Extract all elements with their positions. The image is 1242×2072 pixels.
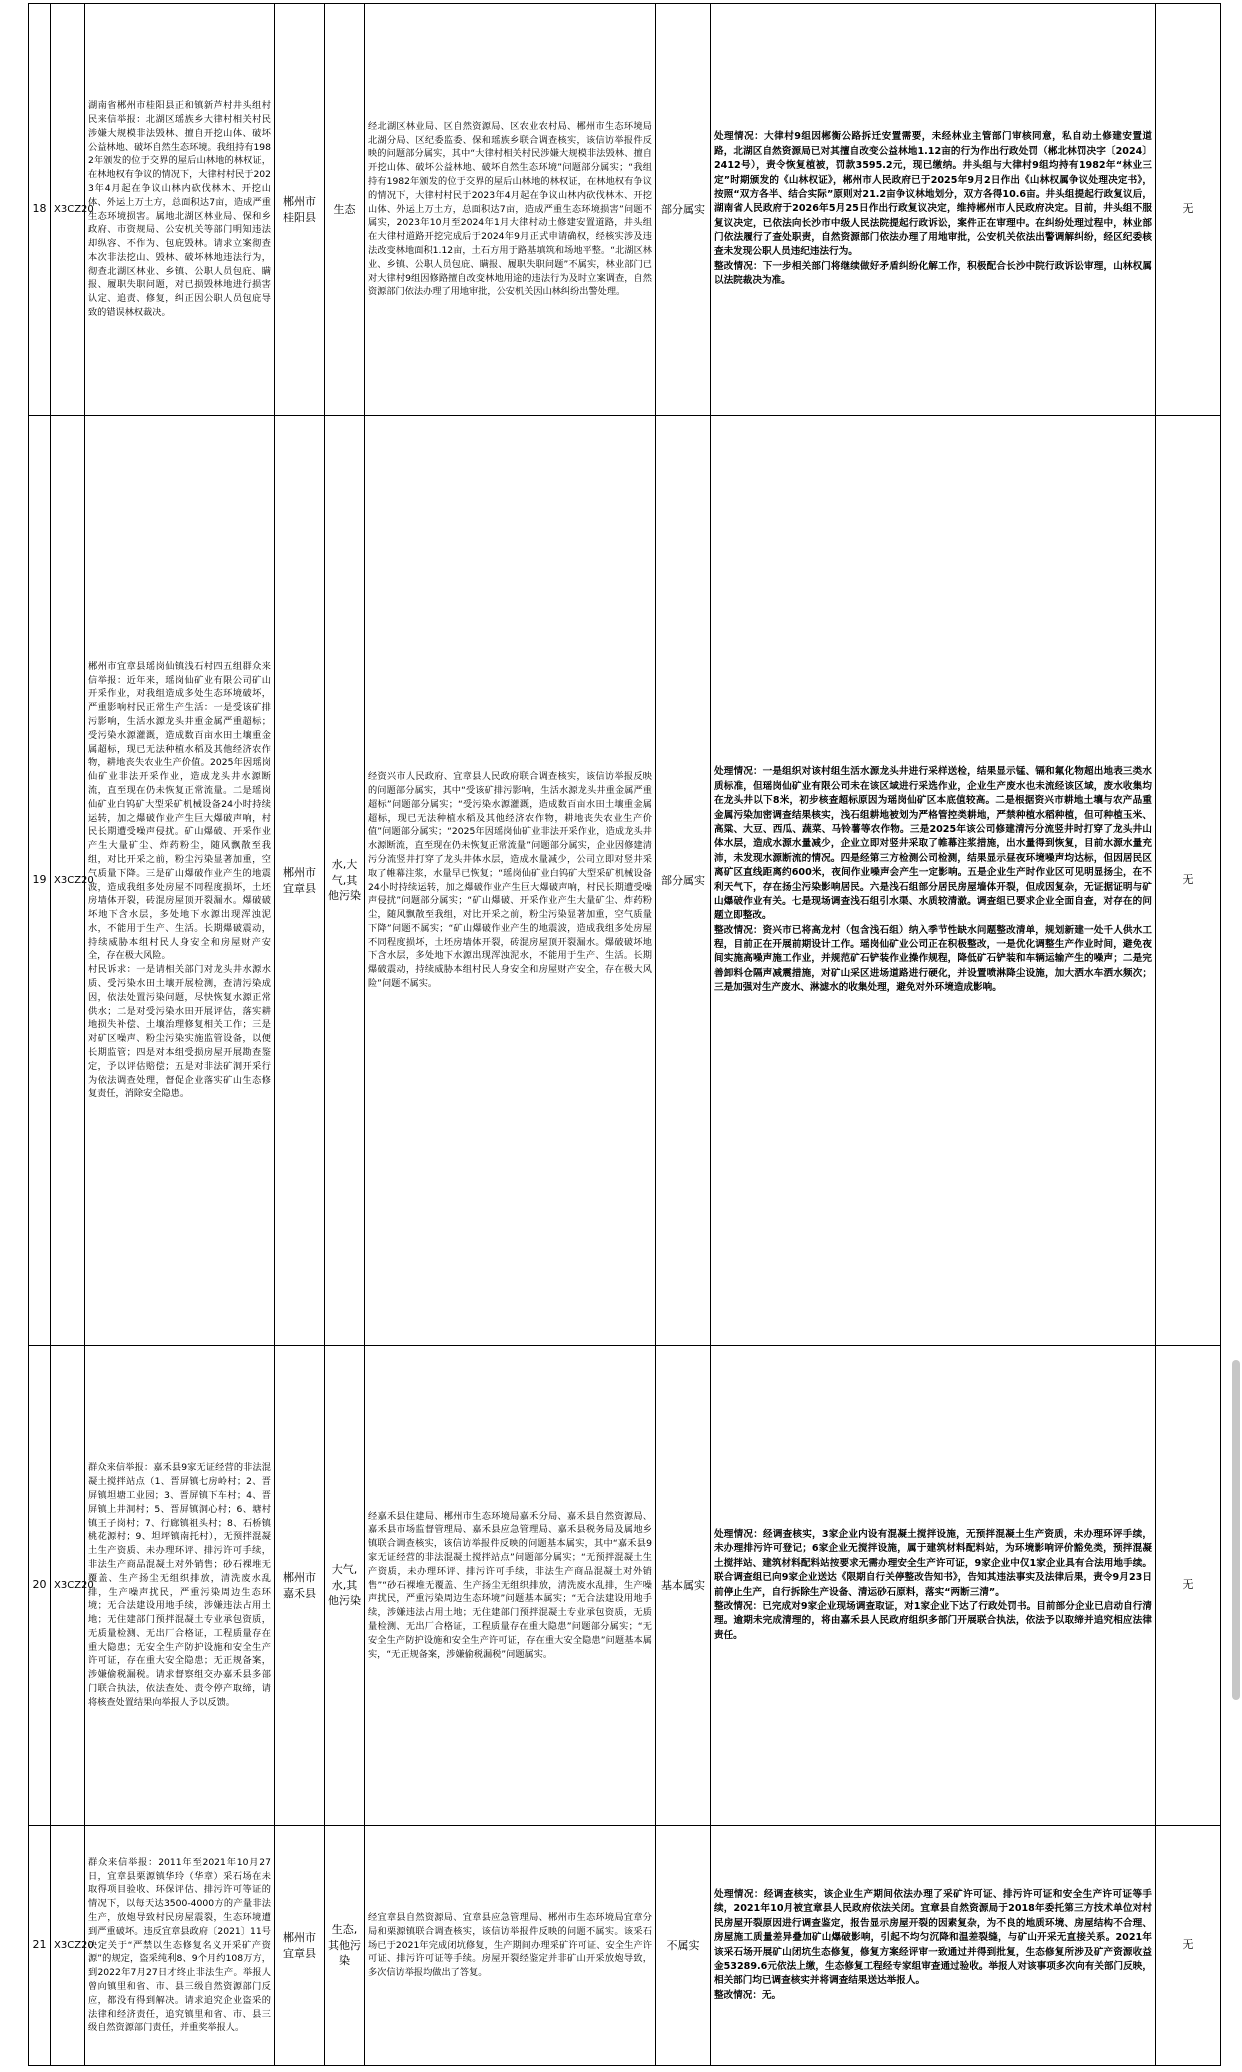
case-code: X3CZ20 xyxy=(51,1826,85,2066)
verdict-cell: 基本属实 xyxy=(656,1346,711,1826)
verdict-cell: 部分属实 xyxy=(656,4,711,416)
case-code: X3CZ20 xyxy=(51,4,85,416)
investigation-text: 经北湖区林业局、区自然资源局、区农业农村局、郴州市生态环境局北湖分局、区纪委监委、保和瑶族乡联合调查核实，该信访举报件反映的问题部分属实，其中“大律村相关村民涉嫌大规模非法毁林、擅自开挖山体、破坏公益林地、破坏自然生态环境”问题部分属实；“我组持有1982年颁发的位于交界的屋后山林地的林权证，在林地权有争议的情况下，大律村村民于2023年4月起在争议山林内砍伐林木、开挖山体、外运上万土方，总面积达7亩，造成严重生态环境损害”问题不属实，2023年10月至2024年1月大律村动土修建安置道路，井头组在大律村道路开挖完成后于2024年9月正式申请确权，经核实涉及违法改变林地面积1.12亩，土石方用于路基填筑和场地平整。“北湖区林业、乡镇、公职人员包庇、瞒报、履职失职问题”不属实，林业部门已对大律村9组因修路擅自改变林地用途的违法行为及时立案调查，自然资源部门依法办理了用地审批，公安机关因山林纠纷出警处理。 xyxy=(368,120,652,298)
pollution-type-cell: 生态,其他污染 xyxy=(325,1826,365,2066)
handling-cell xyxy=(711,416,1156,1346)
complaint-text: 郴州市宜章县瑶岗仙镇浅石村四五组群众来信举报：近年来，瑶岗仙矿业有限公司矿山开采作业，对我组造成多处生态环境破坏，严重影响村民正常生产生活：一是受该矿排污影响，生活水源龙头井重金属严重超标；受污染水源灌溉，造成数百亩水田土壤重金属超标，现已无法种植水稻及其他经济农作物，耕地丧失农业生产价值。2025年因瑶岗仙矿业非法开采作业，造成龙头井水源断流，直至现在仍未恢复正常流量。二是瑶岗仙矿业白钨矿大型采矿机械设备24小时持续运转，加之爆破作业产生巨大爆破声响，村民长期遭受噪声侵扰。矿山爆破、开采作业产生大量矿尘、炸药粉尘，随风飘散至我组，对比开采之前，粉尘污染显著加重，空气质量下降。三是矿山爆破作业产生的地震波，造成我组多处房屋不同程度损坏，土坯房墙体开裂，砖混房屋顶开裂漏水。爆破破坏地下含水层，多处地下水源出现浑浊泥水，不能用于生产、生活。长期爆破震动，持续威胁本组村民人身安全和房屋财产安全，存在极大风险。 xyxy=(88,660,271,962)
complaint-cell xyxy=(85,1346,275,1826)
accountability-cell: 无 xyxy=(1156,416,1221,1346)
table-body xyxy=(29,4,1221,2066)
handling-cell xyxy=(711,1826,1156,2066)
complaint-text: 群众来信举报：2011年至2021年10月27日，宜章县栗源镇华玲（华章）采石场在未取得项目验收、环保评估、排污许可等证的情况下，以每天达3500-4000方的产量非法生产，放炮导致村民房屋震裂，生态环境遭到严重破坏。违反宜章县政府〔2021〕11号决定关于“严禁以生态修复名义开采矿产资源”的规定，盗采纯利8、9个月约108万方，到2022年7月27日才终止非法生产。举报人曾向镇里和省、市、县三级自然资源部门反应，都没有得到解决。请求追究企业盗采的法律和经济责任，追究镇里和省、市、县三级自然资源部门责任，并重奖举报人。 xyxy=(88,1856,271,2034)
case-code: X3CZ20 xyxy=(51,1346,85,1826)
petition-table xyxy=(28,3,1221,2066)
complaint-demands-text: 村民诉求：一是请相关部门对龙头井水源水质、受污染水田土壤开展检测，查清污染成因，依法处置污染问题，尽快恢复水源正常供水；二是对受污染水田开展评估，落实耕地损失补偿、土壤治理修复相关工作；三是对矿区噪声、粉尘污染实施监管设备，以便长期监管；四是对本组受损房屋开展勘查鉴定，予以评估赔偿；五是对非法矿洞开采行为依法调查处理，督促企业落实矿山生态修复责任，消除安全隐患。 xyxy=(88,964,271,1100)
handling-text: 处理情况：经调查核实，3家企业内设有混凝土搅拌设施，无预拌混凝土生产资质，未办理环评手续，未办理排污许可登记；6家企业无搅拌设施，属于建筑材料配料站，为环境影响评价豁免类，预拌混凝土搅拌站、建筑材料配料站按要求无需办理安全生产许可证，9家企业中仅1家企业具有合法用地手续。联合调查组已向9家企业送达《限期自行关停整改告知书》，告知其违法事实及法律后果，责令9月23日前停止生产，自行拆除生产设备、清运砂石原料，落实“两断三清”。 xyxy=(714,1528,1152,1598)
district-cell: 郴州市宜章县 xyxy=(275,416,325,1346)
investigation-cell xyxy=(365,4,656,416)
handling-text: 处理情况：经调查核实，该企业生产期间依法办理了采矿许可证、排污许可证和安全生产许可证等手续，2021年10月被宜章县人民政府依法关闭。宜章县自然资源局于2018年委托第三方技术单位对村民房屋开裂原因进行调查鉴定，报告显示房屋开裂的因素复杂，为不良的地质环境、房屋结构不合理、房屋施工质量差异叠加矿山爆破影响，引起不均匀沉降和温差裂缝，与矿山开采无直接关系。2021年该采石场开展矿山闭坑生态修复，修复方案经评审一致通过并得到批复，生态修复所涉及矿产资源收益金53289.6元依法上缴，生态修复工程经专家组审查通过验收。举报人对该事项多次向有关部门反映，相关部门均已调查核实并将调查结果送达举报人。 xyxy=(714,1888,1152,1987)
pollution-type-cell: 大气,水,其他污染 xyxy=(325,1346,365,1826)
row-number: 21 xyxy=(29,1826,51,2066)
table-row xyxy=(29,1826,1221,2066)
verdict-cell: 不属实 xyxy=(656,1826,711,2066)
complaint-cell xyxy=(85,416,275,1346)
table-row xyxy=(29,4,1221,416)
pollution-type-cell: 水,大气,其他污染 xyxy=(325,416,365,1346)
investigation-cell xyxy=(365,416,656,1346)
rectification-text: 整改情况：下一步相关部门将继续做好矛盾纠纷化解工作，积极配合长沙中院行政诉讼审理，山林权属以法院裁决为准。 xyxy=(714,260,1152,287)
handling-text: 处理情况：大律村9组因郴衡公路拆迁安置需要，未经林业主管部门审核同意，私自动土修建安置道路，北湖区自然资源局已对其擅自改变公益林地1.12亩的行为作出行政处罚（郴北林罚决字〔2024〕2412号），责令恢复植被，罚款3595.2元，现已缴纳。井头组与大律村9组均持有1982年“林业三定”时期颁发的《山林权证》，郴州市人民政府已于2025年9月2日作出《山林权属争议处理决定书》，按照“双方各半、结合实际”原则对21.2亩争议林地划分，双方各得10.6亩。井头组提起行政复议后，湖南省人民政府于2026年5月25日作出行政复议决定，维持郴州市人民政府决定。目前，井头组不服复议决定，已依法向长沙市中级人民法院提起行政诉讼，案件正在审理中。在纠纷处理过程中，林业部门依法履行了查处职责，自然资源部门依法办理了用地审批，公安机关依法出警调解纠纷，经区纪委核查未发现公职人员违纪违法行为。 xyxy=(714,131,1152,258)
rectification-text: 整改情况：已完成对9家企业现场调查取证，对1家企业下达了行政处罚书。目前部分企业已启动自行清理。逾期未完成清理的，将由嘉禾县人民政府组织多部门开展联合执法，依法予以取缔并追究相应法律责任。 xyxy=(714,1600,1152,1641)
accountability-cell: 无 xyxy=(1156,4,1221,416)
rectification-text: 整改情况：资兴市已将高龙村（包含浅石组）纳入季节性缺水问题整改清单，规划新建一处千人供水工程，目前正在开展前期设计工作。瑶岗仙矿业公司正在积极整改，一是优化调整生产作业时间，避免夜间实施高噪声施工作业，并规范矿石铲装作业操作规程，降低矿石铲装和车辆运输产生的噪声；二是完善卸料仓隔声减震措施，对矿山采区进场道路进行硬化，并设置喷淋降尘设施，加大洒水车洒水频次；三是加强对生产废水、淋滤水的收集处理，避免对外环境造成影响。 xyxy=(714,924,1152,994)
complaint-cell xyxy=(85,4,275,416)
pollution-type-cell: 生态 xyxy=(325,4,365,416)
row-number: 19 xyxy=(29,416,51,1346)
handling-cell xyxy=(711,1346,1156,1826)
district-cell: 郴州市桂阳县 xyxy=(275,4,325,416)
complaint-text: 群众来信举报：嘉禾县9家无证经营的非法混凝土搅拌站点（1、晋屏镇七房岭村；2、晋屏镇坦塘工业园；3、晋屏镇下车村；4、晋屏镇上井洞村；5、晋屏镇洞心村；6、塘村镇王子岗村；7、行廊镇祖头村；8、石桥镇桃花源村；9、坦坪镇南托村），无预拌混凝土生产资质、未办理环评、排污许可手续，非法生产商品混凝土对外销售；砂石裸堆无覆盖、生产扬尘无组织排放，清洗废水乱排，生产噪声扰民，严重污染周边生态环境；无合法建设用地手续，涉嫌违法占用土地；无住建部门预拌混凝土专业承包资质，无质量检测、无出厂合格证，工程质量存在重大隐患；无安全生产防护设施和安全生产许可证，存在重大安全隐患；无正规备案，涉嫌偷税漏税。请求督察组交办嘉禾县多部门联合执法，依法查处、责令停产取缔，请将核查处置结果向举报人予以反馈。 xyxy=(88,1462,271,1708)
report-table-sheet xyxy=(28,3,1220,2069)
case-code: X3CZ20 xyxy=(51,416,85,1346)
handling-text: 处理情况：一是组织对该村组生活水源龙头井进行采样送检，结果显示锰、镉和氟化物超出地表三类水质标准，但瑶岗仙矿业有限公司未在该区域进行采选作业，企业生产废水也未流经该区域，废水收集均在龙头井以下8米，初步核查超标原因为瑶岗仙矿区本底值较高。二是根据资兴市耕地土壤与农产品重金属污染加密调查结果核实，浅石组耕地被划为严格管控类耕地，严禁种植水稻种植，但可种植玉米、高粱、大豆、西瓜、蔬菜、马铃薯等农作物。三是2025年该公司修建清污分流竖井时打穿了龙头井山体水层，造成水源水量减少，企业立即对竖井采取了帷幕注浆措施，出水量得到恢复，目前水源水量充沛，未发现水源断流的情况。四是经第三方检测公司检测，结果显示昼夜环境噪声均达标，但因居民区离矿区直线距离约600米，夜间作业噪声会产生一定影响。五是企业生产时作业区可见明显扬尘，在不利天气下，存在扬尘污染影响居民。六是浅石组部分居民房屋墙体开裂，但成因复杂，无证据证明与矿山爆破作业有关。七是现场调查浅石组引水渠、水质较清澈。调查组已要求企业全面自查，对存在的问题立即整改。 xyxy=(714,766,1152,922)
table-row xyxy=(29,1346,1221,1826)
investigation-cell xyxy=(365,1346,656,1826)
rectification-text: 整改情况：无。 xyxy=(714,1989,782,2001)
table-row xyxy=(29,416,1221,1346)
investigation-text: 经资兴市人民政府、宜章县人民政府联合调查核实，该信访举报反映的问题部分属实，其中“受该矿排污影响，生活水源龙头井重金属严重超标”问题部分属实；“受污染水源灌溉，造成数百亩水田土壤重金属超标，现已无法种植水稻及其他经济农作物，耕地丧失农业生产价值”问题部分属实；“2025年因瑶岗仙矿业非法开采作业，造成龙头井水源断流，直至现在仍未恢复正常流量”问题部分属实，企业因修建清污分流竖井打穿了龙头井体水层，造成水量减少，公司立即对竖井采取了帷幕注浆，水量早已恢复；“瑶岗仙矿业白钨矿大型采矿机械设备24小时持续运转，加之爆破作业产生巨大爆破声响，村民长期遭受噪声侵扰”问题部分属实；“矿山爆破、开采作业产生大量矿尘、炸药粉尘，随风飘散至我组，对比开采之前，粉尘污染显著加重，空气质量下降”问题不属实；“矿山爆破作业产生的地震波，造成我组多处房屋不同程度损坏，土坯房墙体开裂，砖混房屋顶开裂漏水。爆破破坏地下含水层，多处地下水源出现浑浊泥水，不能用于生产、生活。长期爆破震动，持续威胁本组村民人身安全和房屋财产安全，存在极大风险”问题不属实。 xyxy=(368,771,652,990)
vertical-scrollbar[interactable] xyxy=(1232,1360,1240,1700)
verdict-cell: 部分属实 xyxy=(656,416,711,1346)
investigation-cell xyxy=(365,1826,656,2066)
investigation-text: 经宜章县自然资源局、宜章县应急管理局、郴州市生态环境局宜章分局和栗源镇联合调查核实，该信访举报件反映的问题不属实。该采石场已于2021年完成闭坑修复，生产期间办理采矿许可证、安全生产许可证、排污许可证等手续。房屋开裂经鉴定并非矿山开采放炮导致，多次信访举报均做出了答复。 xyxy=(368,1912,652,1979)
complaint-text: 湖南省郴州市桂阳县正和镇新芦村井头组村民来信举报：北湖区瑶族乡大律村相关村民涉嫌大规模非法毁林、擅自开挖山体、破坏公益林地、破坏自然生态环境。我组持有1982年颁发的位于交界的屋后山林地的林权证，在林地权有争议的情况下，大律村村民于2023年4月起在争议山林内砍伐林木、开挖山体、外运上万土方，总面积达7亩，造成严重生态环境损害。属地北湖区林业局、保和乡政府、市资规局、公安机关等部门明知违法却纵容、不作为、包庇毁林。请求立案彻查本次非法挖山、毁林、破坏林地违法行为，彻查北湖区林业、乡镇、公职人员包庇、瞒报、履职失职问题，对已损毁林地进行损害认定、追责、修复，纠正因公职人员包庇导致的错误林权裁决。 xyxy=(88,100,271,319)
row-number: 20 xyxy=(29,1346,51,1826)
district-cell: 郴州市宜章县 xyxy=(275,1826,325,2066)
handling-cell xyxy=(711,4,1156,416)
complaint-cell xyxy=(85,1826,275,2066)
accountability-cell: 无 xyxy=(1156,1346,1221,1826)
investigation-text: 经嘉禾县住建局、郴州市生态环境局嘉禾分局、嘉禾县自然资源局、嘉禾县市场监督管理局、嘉禾县应急管理局、嘉禾县税务局及属地乡镇联合调查核实，该信访举报件反映的问题基本属实，其中“嘉禾县9家无证经营的非法混凝土搅拌站点”问题部分属实；“无预拌混凝土生产资质，未办理环评、排污许可手续，非法生产商品混凝土对外销售”“砂石裸堆无覆盖、生产扬尘无组织排放，清洗废水乱排，生产噪声扰民，严重污染周边生态环境”问题基本属实；“无合法建设用地手续，涉嫌违法占用土地；无住建部门预拌混凝土专业承包资质，无质量检测、无出厂合格证，工程质量存在重大隐患”问题部分属实；“无安全生产防护设施和安全生产许可证，存在重大安全隐患”问题基本属实，“无正规备案，涉嫌偷税漏税”问题属实。 xyxy=(368,1510,652,1660)
row-number: 18 xyxy=(29,4,51,416)
district-cell: 郴州市嘉禾县 xyxy=(275,1346,325,1826)
accountability-cell: 无 xyxy=(1156,1826,1221,2066)
